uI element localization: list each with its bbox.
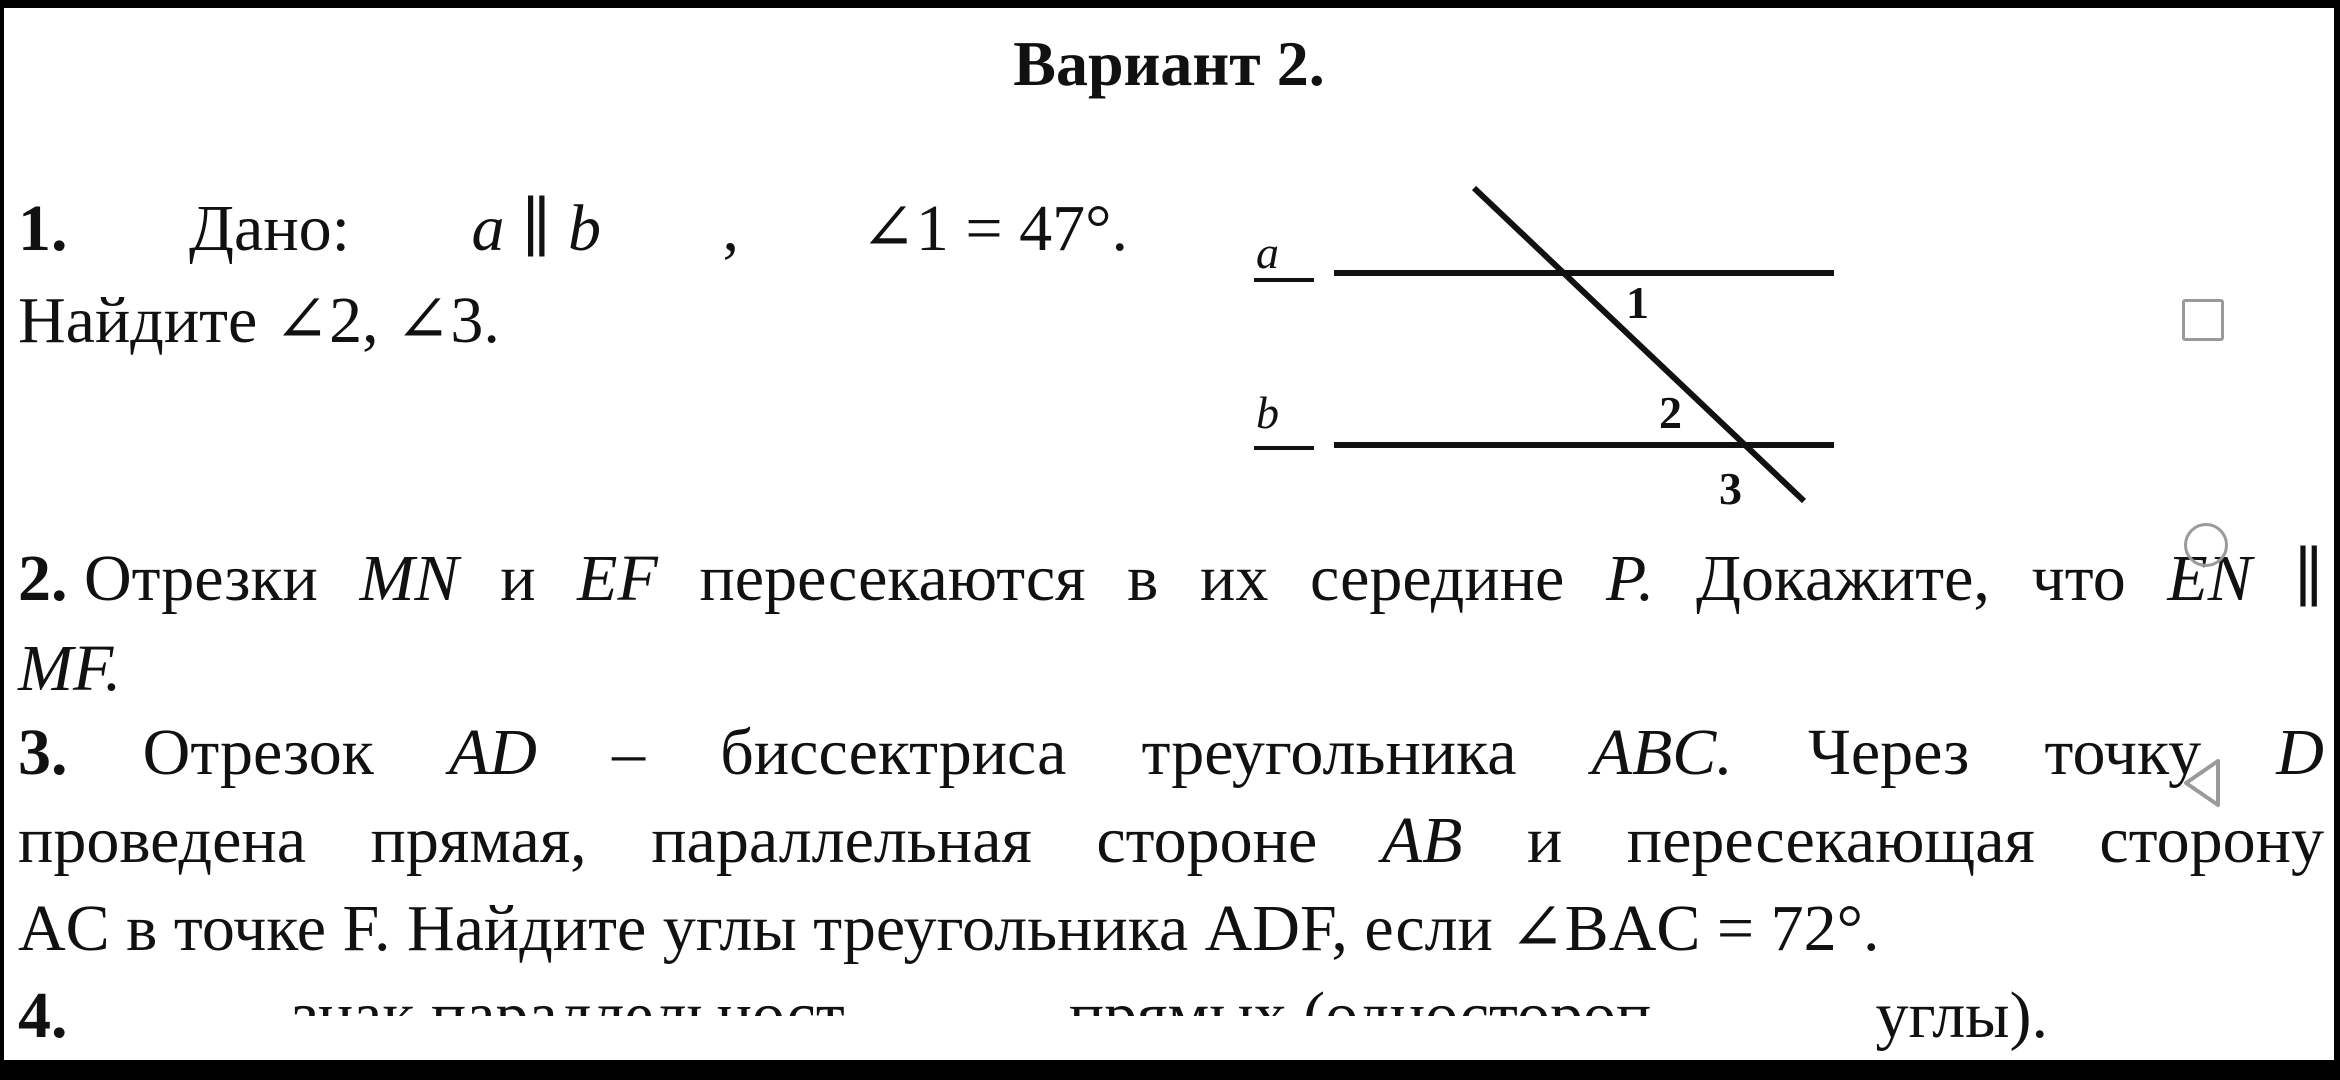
given-word: Дано:	[189, 192, 350, 265]
problem-2-number: 2.	[18, 542, 68, 615]
q3-word: пересекающая	[1626, 804, 2035, 877]
problem-2-line-2: MF.	[18, 632, 122, 705]
q3-word: AB	[1381, 804, 1463, 877]
q2-word: что	[2031, 542, 2126, 615]
q3-word: –	[612, 716, 646, 789]
q2-word: ∥	[2293, 542, 2324, 615]
given-angle: ∠1 = 47°.	[860, 192, 1128, 265]
q2-word: EF	[577, 542, 658, 615]
q3-word: прямая,	[370, 804, 587, 877]
q2-word: и	[500, 542, 536, 615]
q2-word: Докажите,	[1695, 542, 1990, 615]
q2-word: в	[1127, 542, 1159, 615]
problem-4-number: 4.	[18, 979, 68, 1052]
problem-3-line-2	[18, 804, 2324, 877]
label-a: a	[1256, 227, 1279, 278]
problem-2-start	[18, 542, 318, 615]
q2-word: P.	[1605, 542, 1655, 615]
q3-word: биссектриса	[720, 716, 1067, 789]
q3-word: AD	[448, 716, 537, 789]
problem-3-line-1	[18, 716, 2324, 789]
problem-1-find: Найдите ∠2, ∠3.	[18, 284, 500, 357]
angle-label-1: 1	[1626, 277, 1649, 328]
q2-word: EN	[2167, 542, 2252, 615]
q4-fragment: углы).	[1875, 979, 2048, 1052]
angle-label-2: 2	[1659, 387, 1682, 438]
q2-word: MN	[359, 542, 459, 615]
label-b: b	[1256, 387, 1279, 438]
q3-word: точку	[2044, 716, 2202, 789]
q3-word: и	[1526, 804, 1563, 877]
parallel-lines-figure	[1234, 168, 1874, 528]
q3-word: ABC.	[1591, 716, 1733, 789]
q3-word: сторону	[2099, 804, 2324, 877]
problem-3-number: 3.	[18, 716, 68, 789]
q3-word: D	[2276, 716, 2324, 789]
parallel-statement: a ∥ b	[471, 192, 602, 265]
problem-1-given	[18, 192, 1128, 265]
q3-word: Отрезок	[142, 716, 374, 789]
circle-icon[interactable]	[2184, 523, 2228, 567]
transversal	[1474, 188, 1804, 501]
problem-2-line-1	[18, 542, 2324, 615]
back-triangle-icon[interactable]	[2174, 753, 2234, 813]
q2-word: их	[1200, 542, 1269, 615]
square-icon[interactable]	[2182, 299, 2224, 341]
q3-word: проведена	[18, 804, 307, 877]
q3-word: Через	[1807, 716, 1970, 789]
q3-word: треугольника	[1141, 716, 1517, 789]
q3-word: стороне	[1096, 804, 1318, 877]
problem-3-line-3: AC в точке F. Найдите углы треугольника ADF, если ∠BAC = 72°.	[18, 892, 1880, 965]
worksheet-page	[4, 8, 2334, 1070]
q2-word: середине	[1309, 542, 1565, 615]
angle-label-3: 3	[1719, 463, 1742, 514]
q2-word: пересекаются	[699, 542, 1086, 615]
given-comma: ,	[722, 192, 740, 265]
q2-word: Отрезки	[84, 542, 318, 615]
q3-word: параллельная	[651, 804, 1032, 877]
bottom-edge	[4, 1060, 2334, 1070]
page-title: Вариант 2.	[1013, 28, 1325, 99]
problem-1-number: 1.	[18, 192, 68, 265]
occlusion-mask	[74, 1016, 1834, 1056]
